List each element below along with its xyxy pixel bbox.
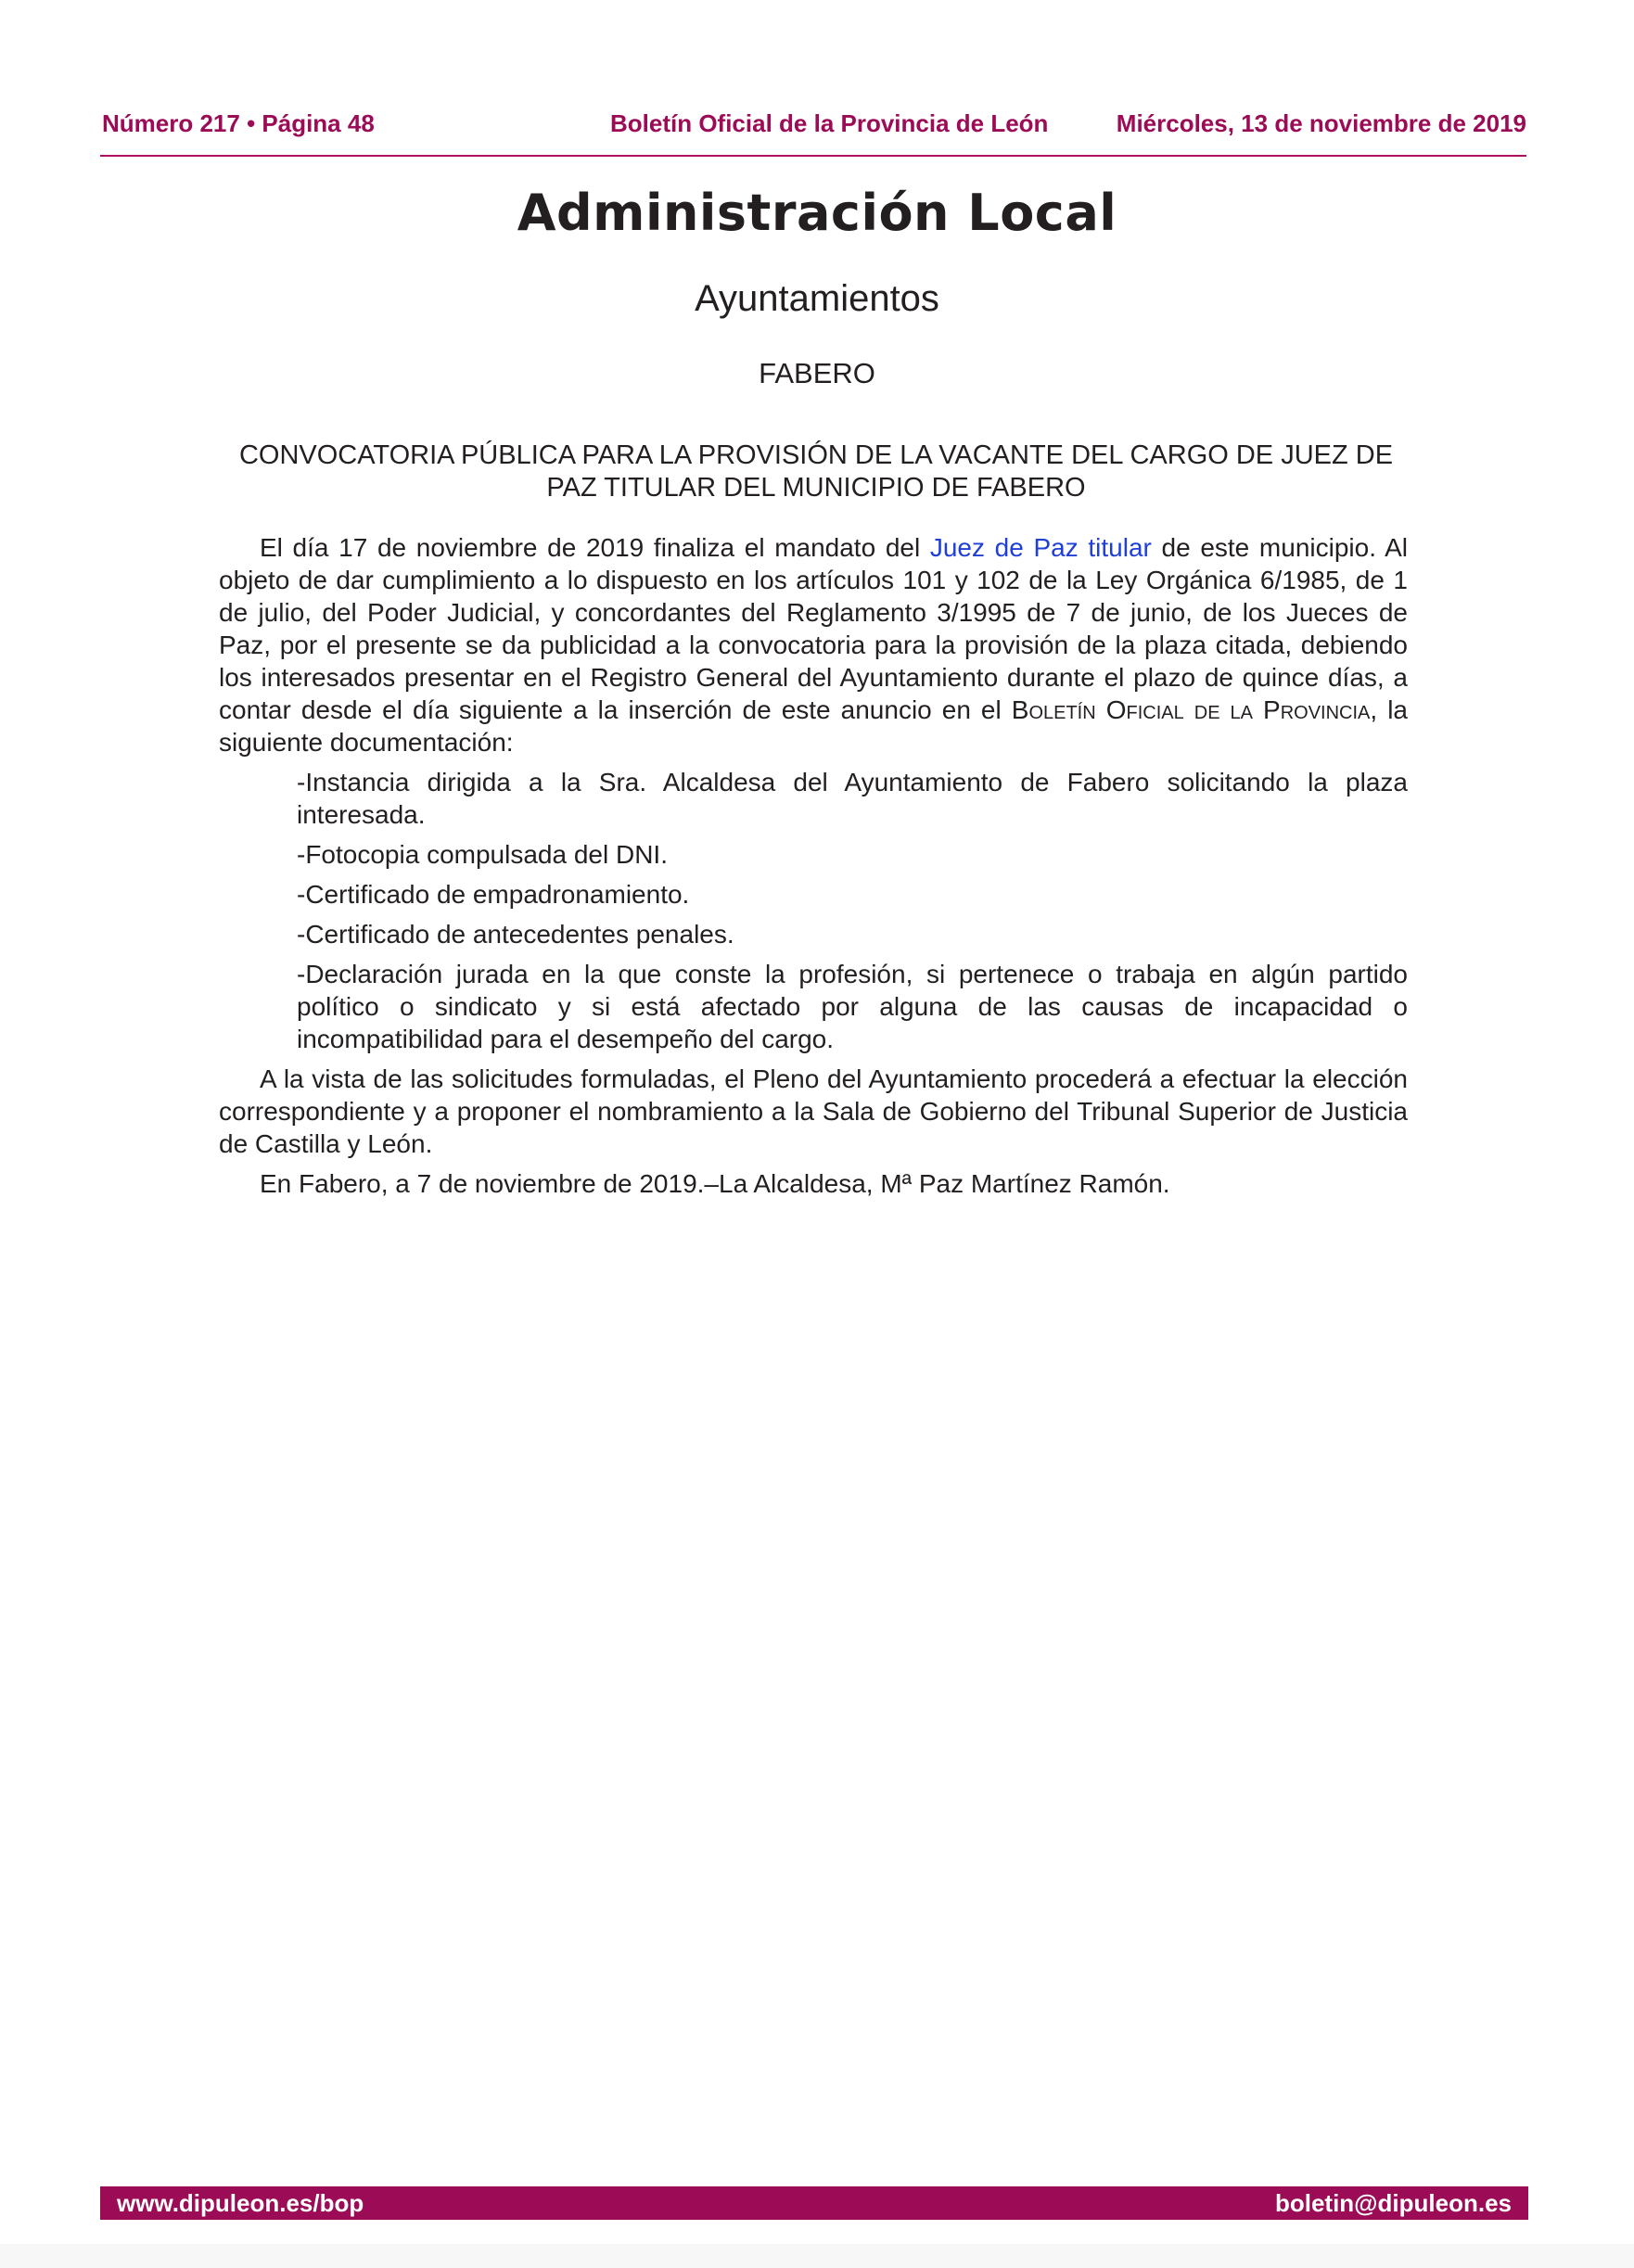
page-footer xyxy=(100,2186,1528,2220)
municipality-name: FABERO xyxy=(759,357,875,389)
intro-text-end: , la siguiente documentación: xyxy=(219,695,1409,757)
footer-email-link[interactable]: boletin@dipuleon.es xyxy=(1274,2189,1512,2217)
signature-line: En Fabero, a 7 de noviembre de 2019.–La Alcaldesa, Mª Paz Martínez Ramón. xyxy=(260,1169,1170,1198)
intro-paragraph xyxy=(219,531,1408,758)
list-item-instancia: -Instancia dirigida a la Sra. Alcaldesa del Ayuntamiento de Fabero solicitando la plaza interesada. xyxy=(297,768,1408,829)
closing-paragraph: A la vista de las solicitudes formuladas, el Pleno del Ayuntamiento procederá a efectuar la elección correspondiente y a proponer el nombramiento a la Sala de Gobierno del Tribunal Superior de Justicia de Castilla y León. xyxy=(219,1064,1408,1158)
bulletin-name-smallcaps: Boletín Oficial de la Provincia xyxy=(1011,695,1371,724)
juez-de-paz-link[interactable]: Juez de Paz titular xyxy=(929,533,1152,562)
list-item-declaracion: -Declaración jurada en la que conste la profesión, si pertenece o trabaja en algún partido político o sindicato y si está afectado por alguna de las causas de incapacidad o incompatibilidad para el desempeño del cargo. xyxy=(297,960,1408,1053)
header-divider xyxy=(100,155,1526,157)
intro-text-middle: de este municipio. Al objeto de dar cumplimiento a lo dispuesto en los artículos 101 y 102 de la Ley Orgánica 6/1985, de 1 de julio, del Poder Judicial, y concordantes del Reglamento 3/1995 de 7 de junio, de los Jueces de Paz, por el presente se da publicidad a la convocatoria para la provisión de la plaza citada, debiendo los interesados presentar en el Registro General del Ayuntamiento durante el plazo de quince días, a contar desde el día siguiente a la inserción de este anuncio en el xyxy=(219,533,1408,724)
section-title: Administración Local xyxy=(517,184,1117,242)
section-subtitle: Ayuntamientos xyxy=(695,278,939,319)
intro-text-start: El día 17 de noviembre de 2019 finaliza el mandato del xyxy=(260,533,930,562)
announcement-body xyxy=(219,531,1408,1207)
list-item-empadronamiento: -Certificado de empadronamiento. xyxy=(297,880,690,909)
page-header xyxy=(100,109,1526,147)
announcement-heading: CONVOCATORIA PÚBLICA PARA LA PROVISIÓN DE LA VACANTE DEL CARGO DE JUEZ DE PAZ TITULAR DEL MUNICIPIO DE FABERO xyxy=(238,440,1394,503)
list-item-antecedentes: -Certificado de antecedentes penales. xyxy=(297,920,734,949)
publication-name: Boletín Oficial de la Provincia de León xyxy=(610,109,1049,137)
list-item-dni: -Fotocopia compulsada del DNI. xyxy=(297,840,668,869)
publication-date: Miércoles, 13 de noviembre de 2019 xyxy=(1116,109,1526,137)
issue-page-number: Número 217 • Página 48 xyxy=(102,109,375,137)
footer-website-link[interactable]: www.dipuleon.es/bop xyxy=(117,2189,364,2217)
